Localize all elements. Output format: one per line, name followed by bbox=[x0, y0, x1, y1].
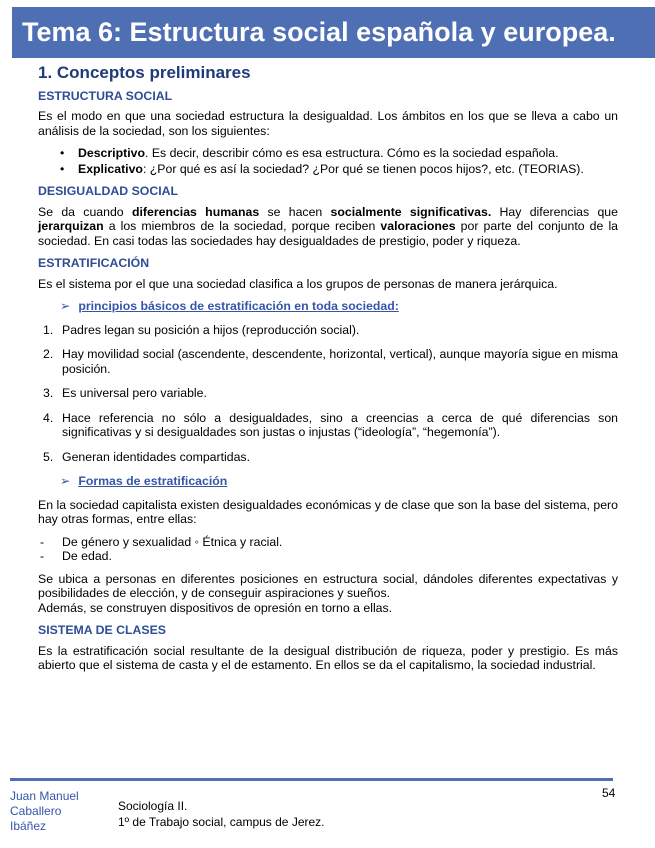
page-title: Tema 6: Estructura social española y europea. bbox=[22, 17, 616, 47]
list-item: - De edad. bbox=[40, 549, 112, 563]
bullet-icon: • bbox=[60, 146, 65, 160]
footer-course bbox=[118, 798, 325, 830]
bullet-text: : ¿Por qué es así la sociedad? ¿Por qué se tienen pocos hijos?, etc. (TEORIAS). bbox=[142, 161, 584, 176]
list-item: 4. Hace referencia no sólo a desigualdades, sino a creencias a cerca de qué diferencias son significativas y si desigualdades son justas o injustas (“ideología”, “hegemonía”). bbox=[43, 410, 618, 439]
arrow-icon: ➢ bbox=[60, 474, 71, 488]
heading-estructura-social: ESTRUCTURA SOCIAL bbox=[38, 88, 173, 103]
main-content bbox=[38, 63, 619, 681]
list-item: - De género y sexualidad ◦ Étnica y racial. bbox=[40, 534, 283, 549]
list-item: 3. Es universal pero variable. bbox=[43, 386, 207, 400]
heading-sistema-de-clases: SISTEMA DE CLASES bbox=[38, 623, 166, 637]
principios-list bbox=[38, 323, 618, 465]
formas-list bbox=[38, 535, 618, 564]
heading-desigualdad-social: DESIGUALDAD SOCIAL bbox=[38, 184, 179, 198]
estratificacion-intro: Es el sistema por el que una sociedad clasifica a los grupos de personas de manera jerárquica. bbox=[38, 276, 558, 291]
bullet-term: Explicativo bbox=[78, 161, 143, 176]
estructura-intro: Es el modo en que una sociedad estructura la desigualdad. Los ámbitos en los que se lleva a cabo un análisis de la sociedad, son los siguientes: bbox=[38, 109, 618, 138]
arrow-icon: ➢ bbox=[60, 299, 71, 313]
list-item bbox=[38, 146, 618, 161]
footer-divider bbox=[10, 778, 613, 781]
list-item: 5. Generan identidades compartidas. bbox=[43, 449, 250, 464]
heading-estratificacion: ESTRATIFICACIÓN bbox=[38, 256, 150, 270]
formas-intro: En la sociedad capitalista existen desigualdades económicas y de clase que son la base del sistema, pero hay otras formas, entre ellas: bbox=[38, 497, 618, 526]
subheading-principios: ➢ principios básicos de estratificación en toda sociedad: bbox=[60, 299, 399, 313]
page-title-banner bbox=[12, 7, 655, 58]
page-number: 54 bbox=[602, 786, 616, 800]
course-name: Sociología II. bbox=[118, 799, 188, 813]
bullet-icon: • bbox=[60, 161, 65, 176]
estructura-bullet-list bbox=[38, 146, 618, 176]
section-heading: 1. Conceptos preliminares bbox=[38, 63, 251, 82]
bullet-term: Descriptivo bbox=[78, 146, 145, 160]
clases-text: Es la estratificación social resultante de la desigual distribución de riqueza, poder y prestigio. Es más abierto que el sistema de casta y el de estamento. En ellos se da el capitalismo, la sociedad industrial. bbox=[38, 643, 618, 672]
ubica-text: Se ubica a personas en diferentes posiciones en estructura social, dándoles diferentes expectativas y posibilidades de elección, y de conseguir aspiraciones y sueños. Además, se construyen dispositivos de opresión en torno a ellas. bbox=[38, 571, 618, 615]
subheading-formas: ➢ Formas de estratificación bbox=[60, 474, 228, 488]
bullet-text: . Es decir, describir cómo es esa estructura. Cómo es la sociedad española. bbox=[144, 146, 559, 160]
desigualdad-text: Se da cuando diferencias humanas se hacen socialmente significativas. Hay diferencias que jerarquizan a los miembros de la sociedad, porque reciben valoraciones por parte del conjunto de la sociedad. En casi todas las sociedades hay desigualdades de prestigio, poder y riqueza. bbox=[38, 204, 619, 248]
list-item: 1. Padres legan su posición a hijos (reproducción social). bbox=[43, 322, 360, 337]
list-item bbox=[38, 162, 618, 177]
list-item: 2. Hay movilidad social (ascendente, descendente, horizontal, vertical), aunque mayoría sigue en misma posición. bbox=[43, 347, 618, 376]
course-campus: 1º de Trabajo social, campus de Jerez. bbox=[118, 815, 325, 829]
footer-author: Juan Manuel Caballero Ibáñez bbox=[10, 789, 79, 833]
